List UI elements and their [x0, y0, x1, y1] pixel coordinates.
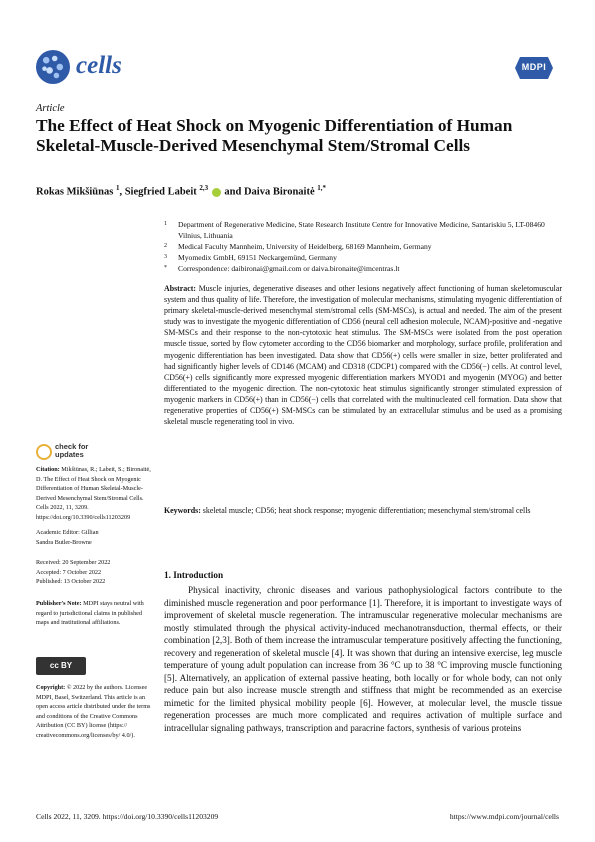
- publisher-note-text: MDPI stays neutral with regard to jurisdictional claims in published maps and institutional affiliations.: [36, 600, 144, 627]
- journal-name: cells: [76, 52, 122, 79]
- author-affil-sup: 2,3: [199, 184, 209, 192]
- check-updates-icon: [36, 444, 52, 460]
- check-for-updates-button[interactable]: [36, 443, 96, 461]
- abstract-label: Abstract:: [164, 284, 196, 293]
- abstract: [164, 283, 562, 427]
- affiliation-number: 3: [164, 254, 167, 260]
- abstract-text: Muscle injuries, degenerative diseases and other lesions negatively affect functioning of human skeletomuscular system and thus quality of life. Therefore, the investigation of molecular mechanisms, stimulating myogenic differentiation of primary skeletal-muscle-derived mesenchymal stem/stromal cells (SM-MSCs), is actual and needed. The aim of the present study was to investigate the myogenic differentiation of CD56 (neural cell adhesion molecule, NCAM)-positive and -negative SM-MSCs and their response to the non-cytotoxic heat stimulus. The SM-MSCs were isolated from the post operation muscle tissue, sorted by flow cytometer according to the CD56 biomarker and morphology, surface profile, proliferation and myogenic differentiation has been investigated. Data show that CD56(+) cells were smaller in size, better proliferated and had significantly higher levels of CD146 (MCAM) and CD318 (CDCP1) compared with the CD56(−) cells. At control level, CD56(+) cells significantly more expressed myogenic differentiation markers MYOD1 and myogenin (MYOG) and better differentiated to the myogenic direction. The non-cytotoxic heat stimulus significantly stronger stimulated expression of myogenic markers in CD56(+) than in CD56(−) cells that correlated with the multinucleated cell formation. Data show that regenerative properties of CD56(+) SM-MSCs can be stimulated by an extracellular stimulus and be used as a promising skeletal muscle regenerating tool in vivo.: [164, 284, 562, 427]
- citation-block: [36, 465, 156, 523]
- orcid-icon[interactable]: [212, 188, 221, 197]
- affiliation-row: [164, 263, 564, 274]
- affiliation-number: 2: [164, 243, 167, 249]
- dates-block: [36, 558, 156, 587]
- cells-logo-icon: [36, 50, 70, 84]
- publisher-note: [36, 599, 156, 628]
- author-name[interactable]: Siegfried Labeit: [124, 186, 197, 198]
- editor-line: Sandra Butler-Browne: [36, 538, 92, 546]
- author-separator: ,: [119, 186, 125, 198]
- citation-label: Citation:: [36, 466, 60, 473]
- cc-by-icon: cc BY: [49, 661, 73, 670]
- publisher-note-label: Publisher's Note:: [36, 600, 82, 607]
- accepted-date: Accepted: 7 October 2022: [36, 568, 102, 576]
- received-date: Received: 20 September 2022: [36, 559, 111, 566]
- article-type: Article: [36, 103, 65, 114]
- check-updates-line1: check for: [55, 442, 89, 451]
- footer-journal-link[interactable]: https://www.mdpi.com/journal/cells: [449, 812, 559, 821]
- affiliation-row: [164, 252, 564, 263]
- affiliation-text: Myomedix GmbH, 69151 Neckargemünd, Germany: [178, 253, 337, 262]
- author-name[interactable]: Daiva Bironaitė: [243, 186, 315, 198]
- affiliation-text: Department of Regenerative Medicine, State Research Institute Centre for Innovative Medicine, Santariskiu 5, LT-08460 Vilnius, Lithuania: [178, 220, 545, 240]
- affiliation-row: [164, 241, 564, 252]
- footer-citation[interactable]: Cells 2022, 11, 3209. https://doi.org/10.3390/cells11203209: [36, 812, 219, 821]
- affiliation-number: 1: [164, 221, 167, 227]
- author-name[interactable]: Rokas Mikšiūnas: [36, 186, 114, 198]
- mdpi-logo: [515, 57, 553, 79]
- author-affil-sup: 1,*: [317, 184, 326, 192]
- author-separator: and: [221, 186, 244, 198]
- keywords: [164, 505, 562, 516]
- published-date: Published: 13 October 2022: [36, 578, 106, 586]
- section-heading: 1. Introduction: [164, 570, 224, 580]
- affiliations: [164, 219, 564, 274]
- copyright-block: [36, 683, 156, 741]
- citation-text[interactable]: Mikšiūnas, R.; Labeit, S.; Bironaitė, D. The Effect of Heat Shock on Myogenic Differentiation of Human Skeletal-Muscle-Derived Mesenchymal Stem/Stromal Cells. Cells 2022, 11, 3209. https://doi.org/10.3390/cells11203209: [36, 466, 151, 521]
- cc-by-license-badge[interactable]: [36, 657, 86, 675]
- keywords-text: skeletal muscle; CD56; heat shock response; myogenic differentiation; mesenchymal stem/stromal cells: [200, 506, 531, 515]
- copyright-label: Copyright:: [36, 684, 66, 691]
- affiliation-text: Medical Faculty Mannheim, University of Heidelberg, 68169 Mannheim, Germany: [178, 242, 432, 251]
- academic-editor: [36, 528, 156, 547]
- copyright-text: © 2022 by the authors. Licensee MDPI, Basel, Switzerland. This article is an open access article distributed under the terms and conditions of the Creative Commons Attribution (CC BY) license (https:// creativecommons.org/licenses/by/ 4.0/).: [36, 684, 151, 739]
- author-list: [36, 184, 326, 198]
- correspondence-text[interactable]: Correspondence: daibironai@gmail.com or daiva.bironaite@imcentras.lt: [178, 264, 400, 273]
- check-updates-line2: updates: [55, 450, 84, 459]
- intro-paragraph: Physical inactivity, chronic diseases and various pathophysiological factors contribute to the diminished muscle regeneration and poor performance [1]. Therefore, it is important to investigate ways of improvement of skeletal muscle regeneration. The intramuscular regenerative molecular mechanisms are mostly stimulated through the physical activity-induced mechanotransduction, thermal effects, or their combination [2,3]. Both of them increase the intramuscular temperature positively affecting the functioning, recovery and regeneration of skeletal muscle [4]. It was shown that during an intensive exercise, leg muscle temperature of young adult population can increase from 36 °C up to 38 °C improving muscle functioning [5]. Alternatively, an application of external passive heating, both locally or for whole body, can not only reduce pain but also increase muscle strength and stiffness that might be recommended as an exercise mimetic for the limited physical mobility people [6]. However, at molecular level, the muscle tissue regeneration processes are much more complicated and requires activation of multiple surface and intracellular signaling pathways, transcription and paracrine factors, synthesis of various proteins: [164, 585, 562, 733]
- mdpi-logo-text: MDPI: [521, 62, 547, 72]
- affiliation-number: *: [164, 265, 167, 271]
- keywords-label: Keywords:: [164, 506, 201, 515]
- article-title: The Effect of Heat Shock on Myogenic Differentiation of Human Skeletal-Muscle-Derived Mesenchymal Stem/Stromal Cells: [36, 116, 513, 155]
- affiliation-row: [164, 219, 564, 241]
- editor-line: Academic Editor: Gillian: [36, 529, 99, 536]
- author-affil-sup: 1: [115, 184, 120, 192]
